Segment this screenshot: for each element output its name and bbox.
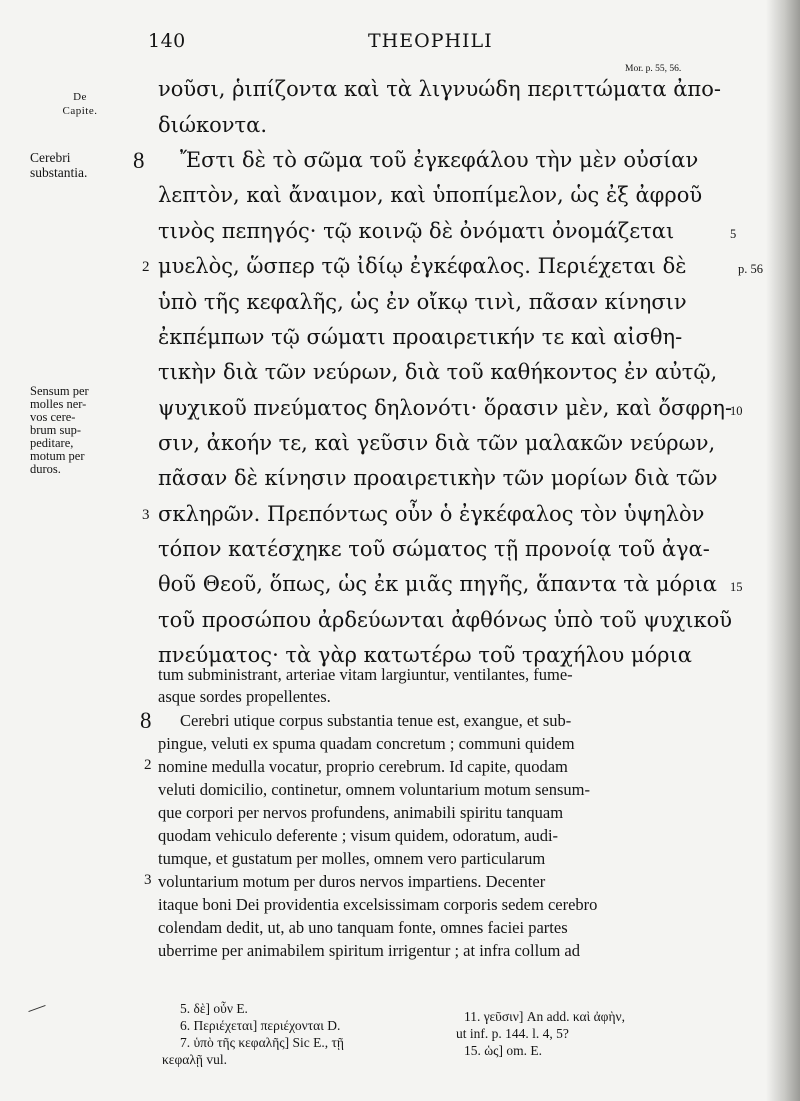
line-number-5: 5 bbox=[730, 227, 737, 241]
side-note-line: molles ner- bbox=[30, 397, 87, 411]
footnote-left: κεφαλῇ vul. bbox=[162, 1052, 227, 1067]
margin-reference: Mor. p. 55, 56. bbox=[625, 64, 682, 74]
page-gutter-shadow bbox=[766, 0, 800, 1101]
latin-line: colendam dedit, ut, ab uno tanquam fonte, omnes faciei partes bbox=[158, 918, 568, 937]
footnote-mark bbox=[28, 1005, 45, 1012]
line-number-15: 15 bbox=[730, 580, 743, 594]
greek-line: πνεύματος· τὰ γὰρ κατωτέρω τοῦ τραχήλου μόρια bbox=[158, 643, 692, 667]
greek-line: τόπον κατέσχηκε τοῦ σώματος τῇ προνοίᾳ τοῦ ἀγα- bbox=[158, 537, 710, 561]
side-note-line: brum sup- bbox=[30, 423, 82, 437]
greek-line: ὑπὸ τῆς κεφαλῆς, ὡς ἐν οἴκῳ τινὶ, πᾶσαν κίνησιν bbox=[158, 290, 687, 314]
line-number-10: 10 bbox=[730, 404, 743, 418]
latin-section-number: 8 bbox=[140, 708, 152, 733]
footnote-left: 7. ὑπὸ τῆς κεφαλῆς] Sic E., τῇ bbox=[180, 1035, 344, 1050]
greek-line: μυελὸς, ὥσπερ τῷ ἰδίῳ ἐγκέφαλος. Περιέχεται δὲ bbox=[158, 254, 687, 278]
latin-line: quodam vehiculo deferente ; visum quidem, odoratum, audi- bbox=[158, 826, 559, 845]
greek-line: θοῦ Θεοῦ, ὅπως, ὡς ἐκ μιᾶς πηγῆς, ἅπαντα τὰ μόρια bbox=[158, 572, 717, 596]
greek-line: λεπτὸν, καὶ ἄναιμον, καὶ ὑποπίμελον, ὡς ἐξ ἀφροῦ bbox=[158, 183, 703, 207]
footnote-right: ut inf. p. 144. l. 4, 5? bbox=[456, 1026, 569, 1041]
greek-line: τινὸς πεπηγός· τῷ κοινῷ δὲ ὀνόματι ὀνομάζεται bbox=[158, 219, 675, 243]
latin-line: voluntarium motum per duros nervos impartiens. Decenter bbox=[158, 872, 546, 891]
greek-line: Ἔστι δὲ τὸ σῶμα τοῦ ἐγκεφάλου τὴν μὲν οὐσίαν bbox=[180, 148, 699, 172]
footnote-right: 15. ὡς] om. E. bbox=[464, 1043, 542, 1058]
latin-line: asque sordes propellentes. bbox=[158, 687, 331, 706]
side-note-line: motum per bbox=[30, 449, 85, 463]
latin-subsection-2: 2 bbox=[144, 757, 152, 773]
side-note-line: Cerebri bbox=[30, 150, 71, 165]
greek-line: πᾶσαν δὲ κίνησιν προαιρετικὴν τῶν μορίων διὰ τῶν bbox=[158, 466, 718, 490]
running-title: THEOPHILI bbox=[368, 30, 493, 52]
side-note-line: Capite. bbox=[62, 105, 98, 117]
greek-line: ἐκπέμπων τῷ σώματι προαιρετικήν τε καὶ αἰσθη- bbox=[158, 325, 683, 349]
latin-line: nomine medulla vocatur, proprio cerebrum. Id capite, quodam bbox=[158, 757, 568, 776]
footnote-left: 6. Περιέχεται] περιέχονται D. bbox=[180, 1018, 341, 1033]
latin-line: tumque, et gustatum per molles, omnem vero particularum bbox=[158, 849, 546, 868]
page-marker: p. 56 bbox=[738, 262, 763, 276]
latin-line: pingue, veluti ex spuma quadam concretum ; communi quidem bbox=[158, 734, 575, 753]
side-note-line: De bbox=[73, 91, 87, 103]
footnote-left: 5. δὲ] οὖν E. bbox=[180, 1001, 248, 1016]
latin-line: tum subministrant, arteriae vitam largiuntur, ventilantes, fume- bbox=[158, 665, 573, 684]
side-note-line: duros. bbox=[30, 462, 61, 476]
side-note-line: Sensum per bbox=[30, 384, 89, 398]
greek-line: τικὴν διὰ τῶν νεύρων, διὰ τοῦ καθήκοντος ἐν αὐτῷ, bbox=[158, 360, 718, 384]
greek-line: ψυχικοῦ πνεύματος δηλονότι· ὅρασιν μὲν, καὶ ὄσφρη- bbox=[158, 396, 733, 420]
greek-line: διώκοντα. bbox=[158, 113, 268, 137]
side-note-line: substantia. bbox=[30, 165, 88, 180]
side-note-line: vos cere- bbox=[30, 410, 76, 424]
section-heading-note bbox=[40, 90, 120, 118]
page-number: 140 bbox=[148, 30, 186, 52]
side-note-cerebri bbox=[30, 150, 130, 180]
latin-subsection-3: 3 bbox=[144, 872, 152, 888]
greek-subsection-2: 2 bbox=[142, 259, 150, 275]
latin-line: Cerebri utique corpus substantia tenue est, exangue, et sub- bbox=[180, 711, 572, 730]
side-note-line: peditare, bbox=[30, 436, 74, 450]
latin-line: veluti domicilio, continetur, omnem voluntarium motum sensum- bbox=[158, 780, 590, 799]
latin-line: que corpori per nervos profundens, animabili spiritu tanquam bbox=[158, 803, 564, 822]
latin-line: uberrime per animabilem spiritum irrigentur ; at infra collum ad bbox=[158, 941, 580, 960]
greek-line: σιν, ἀκοήν τε, καὶ γεῦσιν διὰ τῶν μαλακῶν νεύρων, bbox=[158, 431, 716, 455]
latin-line: itaque boni Dei providentia excelsissimam corporis sedem cerebro bbox=[158, 895, 598, 914]
greek-section-number: 8 bbox=[133, 148, 145, 173]
greek-subsection-3: 3 bbox=[142, 507, 150, 523]
greek-line: σκληρῶν. Πρεπόντως οὖν ὁ ἐγκέφαλος τὸν ὑψηλὸν bbox=[158, 502, 705, 526]
side-note-sensum bbox=[30, 385, 130, 476]
footnote-right: 11. γεῦσιν] An add. καὶ ἀφὴν, bbox=[464, 1009, 626, 1024]
greek-line: νοῦσι, ῥιπίζοντα καὶ τὰ λιγνυώδη περιττώματα ἀπο- bbox=[158, 77, 721, 101]
greek-line: τοῦ προσώπου ἀρδεύωνται ἀφθόνως ὑπὸ τοῦ ψυχικοῦ bbox=[158, 608, 733, 632]
